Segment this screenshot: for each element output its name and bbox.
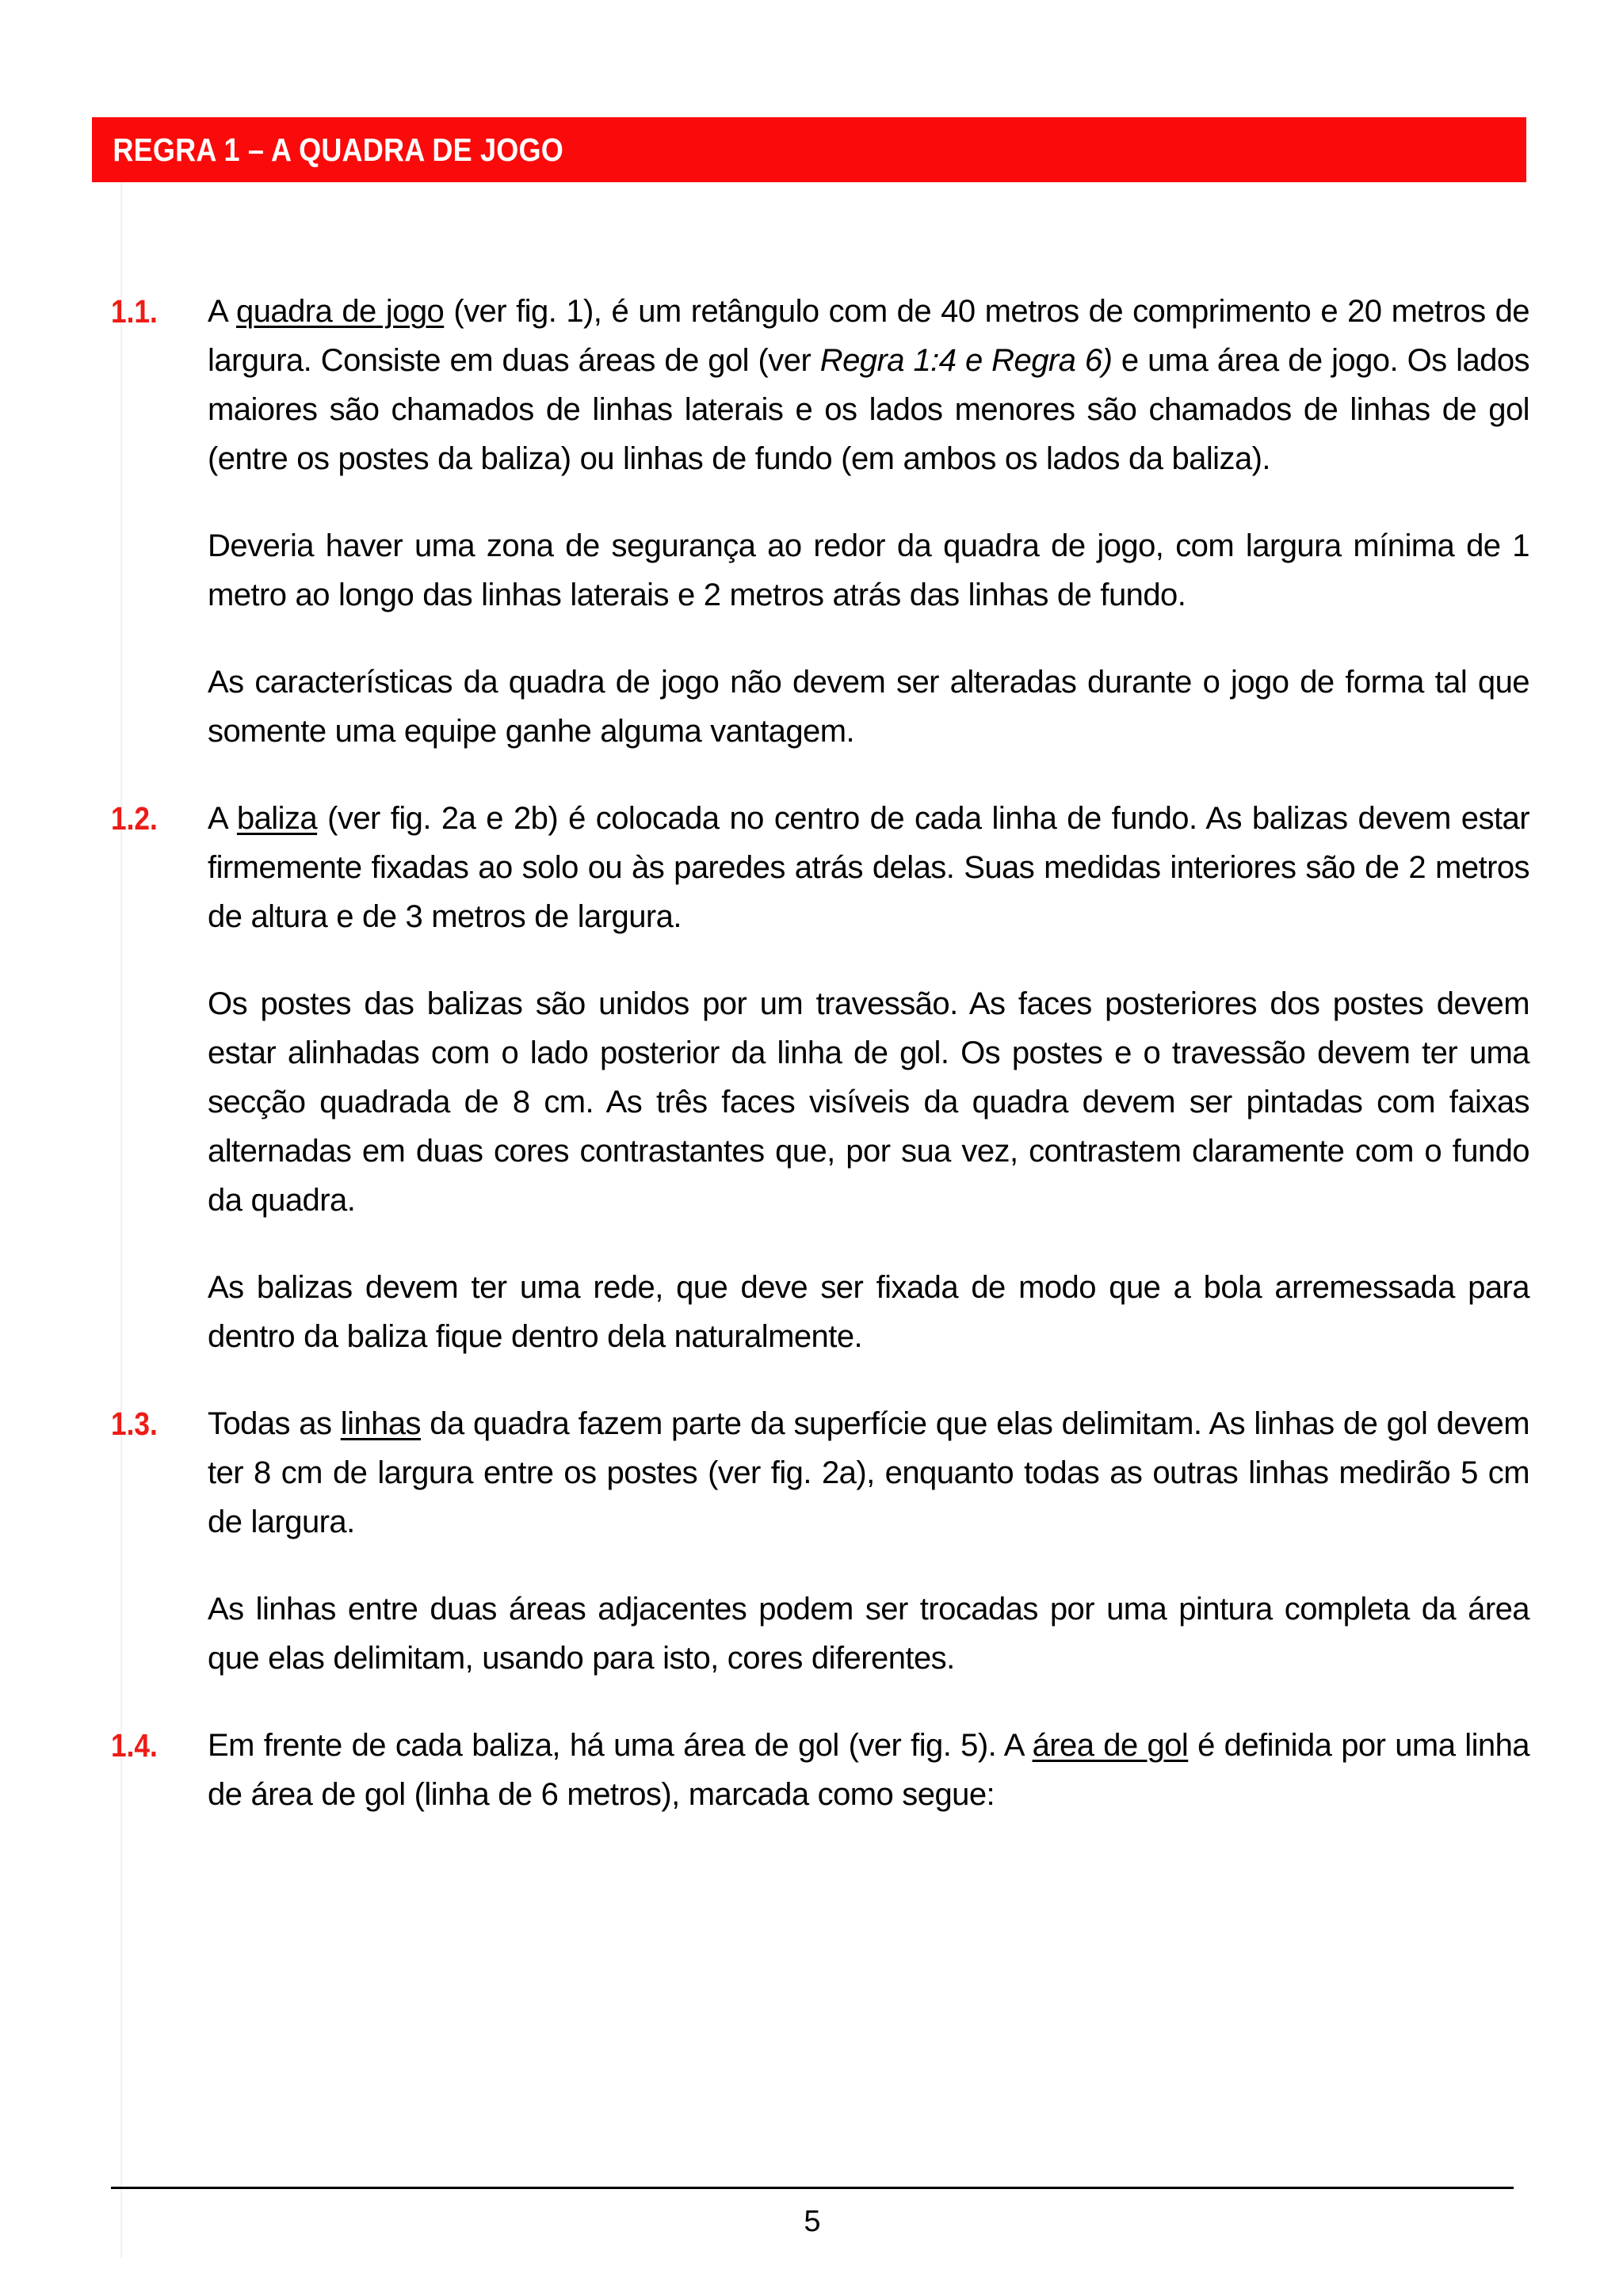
text-run: (ver fig. 1), é um retângulo com de 40 metros de comprimento e 20 metros de largura. Consiste em duas áreas de gol (ver <box>208 294 1529 378</box>
paragraph-1-4-a <box>208 1721 1529 1819</box>
paragraph-1-3-a <box>208 1399 1529 1547</box>
clause-1-4 <box>111 1721 1529 1819</box>
rule-banner <box>92 117 1526 182</box>
paragraph-1-2-a <box>208 794 1529 941</box>
underlined-term-quadra-de-jogo: quadra de jogo <box>236 294 445 329</box>
clause-body-1-4 <box>208 1721 1529 1819</box>
text-run: A <box>208 294 237 329</box>
clause-1-2-continued <box>208 979 1529 1361</box>
footer-divider <box>111 2187 1514 2189</box>
underlined-term-area-de-gol: área de gol <box>1032 1728 1189 1763</box>
clause-body-1-3 <box>208 1399 1529 1547</box>
underlined-term-linhas: linhas <box>340 1406 421 1441</box>
clause-1-3 <box>111 1399 1529 1547</box>
page-number: 5 <box>804 2205 821 2238</box>
clause-number-1-2: 1.2. <box>111 800 158 837</box>
paragraph-1-2-b: Os postes das balizas são unidos por um travessão. As faces posteriores dos postes devem estar alinhadas com o lado posterior da linha de gol. Os postes e o travessão devem ter uma secção quadrada de 8 cm. As três faces visíveis da quadra devem ser pintadas com faixas alternadas em duas cores contrastantes que, por sua vez, contrastem claramente com o fundo da quadra. <box>208 986 1529 1218</box>
text-run: é definida por uma linha de área de gol (linha de 6 metros), marcada como segue: <box>208 1728 1529 1812</box>
paragraph-1-1-b: Deveria haver uma zona de segurança ao redor da quadra de jogo, com largura mínima de 1 metro ao longo das linhas laterais e 2 metros atrás das linhas de fundo. <box>208 528 1529 612</box>
paragraph-1-1-c: As características da quadra de jogo não devem ser alteradas durante o jogo de forma tal que somente uma equipe ganhe alguma vantagem. <box>208 665 1529 749</box>
document-body <box>111 287 1529 1819</box>
clause-number-1-4: 1.4. <box>111 1727 158 1764</box>
page-footer <box>111 2187 1514 2239</box>
clause-1-1-continued <box>208 521 1529 756</box>
clause-1-2 <box>111 794 1529 941</box>
clause-body-1-1 <box>208 287 1529 483</box>
clause-number-1-3: 1.3. <box>111 1405 158 1442</box>
italic-reference-regra: Regra 1:4 e Regra 6) <box>819 343 1113 378</box>
text-run: Todas as <box>208 1406 341 1441</box>
clause-number-1-1: 1.1. <box>111 293 158 330</box>
clause-body-1-2 <box>208 794 1529 941</box>
paragraph-1-3-b: As linhas entre duas áreas adjacentes podem ser trocadas por uma pintura completa da área que elas delimitam, usando para isto, cores diferentes. <box>208 1592 1529 1676</box>
clause-1-1 <box>111 287 1529 483</box>
text-run: A <box>208 801 237 836</box>
text-run: (ver fig. 2a e 2b) é colocada no centro de cada linha de fundo. As balizas devem estar firmemente fixadas ao solo ou às paredes atrás delas. Suas medidas interiores são de 2 metros de altura e de 3 metros de largura. <box>208 801 1529 934</box>
page-title: REGRA 1 – A QUADRA DE JOGO <box>113 131 563 168</box>
paragraph-1-2-c: As balizas devem ter uma rede, que deve ser fixada de modo que a bola arremessada para dentro da baliza fique dentro dela naturalmente. <box>208 1270 1529 1354</box>
text-run: da quadra fazem parte da superfície que elas delimitam. As linhas de gol devem ter 8 cm de largura entre os postes (ver fig. 2a), enquanto todas as outras linhas medirão 5 cm de largura. <box>208 1406 1529 1539</box>
clause-1-3-continued <box>208 1585 1529 1683</box>
underlined-term-baliza: baliza <box>236 801 318 836</box>
paragraph-1-1-a <box>208 287 1529 483</box>
text-run: e uma área de jogo. Os lados maiores são chamados de linhas laterais e os lados menores são chamados de linhas de gol (entre os postes da baliza) ou linhas de fundo (em ambos os lados da baliza). <box>208 343 1530 476</box>
text-run: Em frente de cada baliza, há uma área de gol (ver fig. 5). A <box>208 1728 1033 1763</box>
